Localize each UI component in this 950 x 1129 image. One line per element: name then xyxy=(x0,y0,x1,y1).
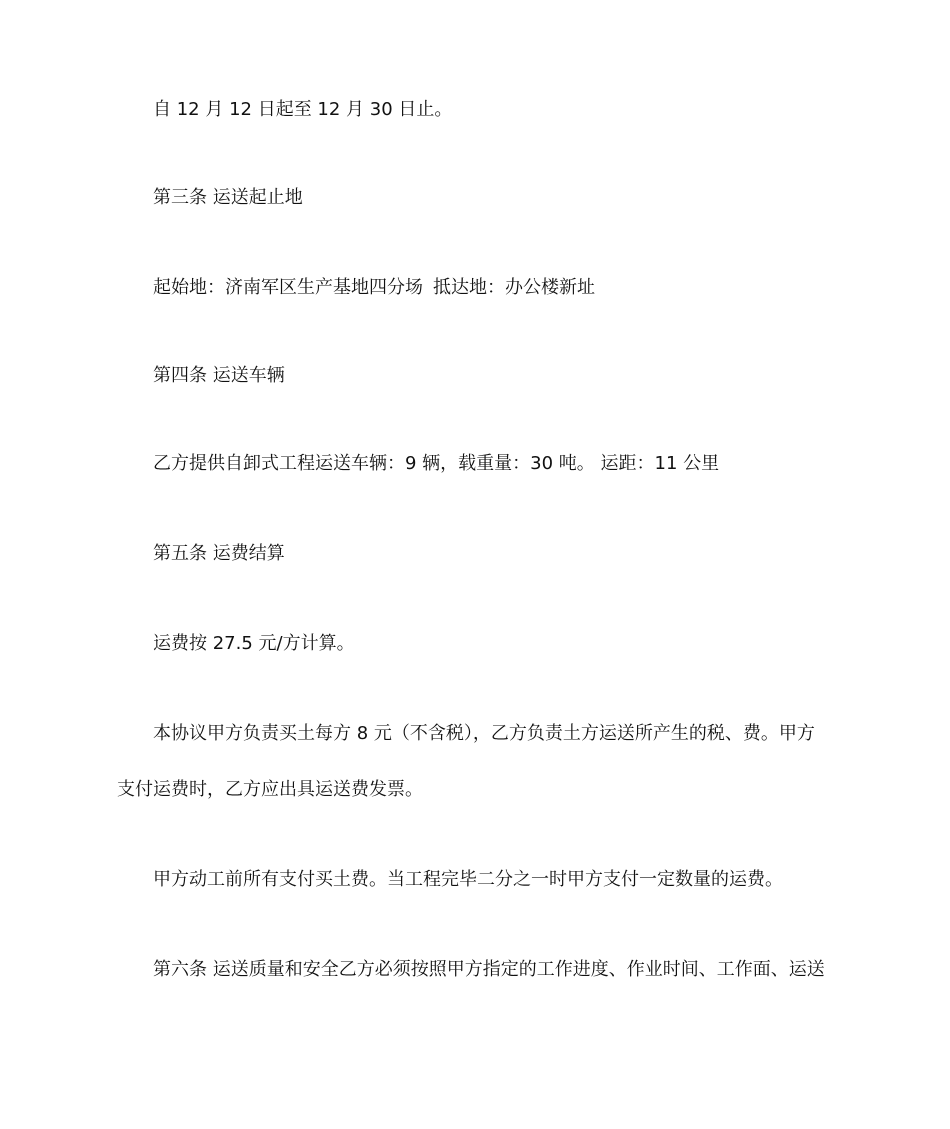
paragraph-payment: 甲方动工前所有支付买土费。当工程完毕二分之一时甲方支付一定数量的运费。 xyxy=(153,869,783,890)
start-location-text: 起始地：济南军区生产基地四分场 xyxy=(153,277,423,298)
paragraph-freight-rate: 运费按 27.5 元/方计算。 xyxy=(153,633,355,654)
article-6-line: 第六条 运送质量和安全乙方必须按照甲方指定的工作进度、作业时间、工作面、运送 xyxy=(153,959,825,980)
article-5-heading: 第五条 运费结算 xyxy=(153,543,285,564)
paragraph-vehicles: 乙方提供自卸式工程运送车辆：9 辆，载重量：30 吨。 运距：11 公里 xyxy=(153,453,720,474)
destination-text: 抵达地：办公楼新址 xyxy=(433,277,595,298)
article-3-heading: 第三条 运送起止地 xyxy=(153,187,303,208)
paragraph-period: 自 12 月 12 日起至 12 月 30 日止。 xyxy=(153,99,453,120)
paragraph-soil-cost-line-2: 支付运费时，乙方应出具运送费发票。 xyxy=(117,779,423,800)
paragraph-locations xyxy=(0,276,950,300)
article-4-heading: 第四条 运送车辆 xyxy=(153,365,285,386)
paragraph-soil-cost-line-1: 本协议甲方负责买土每方 8 元（不含税），乙方负责土方运送所产生的税、费。甲方 xyxy=(153,723,815,744)
